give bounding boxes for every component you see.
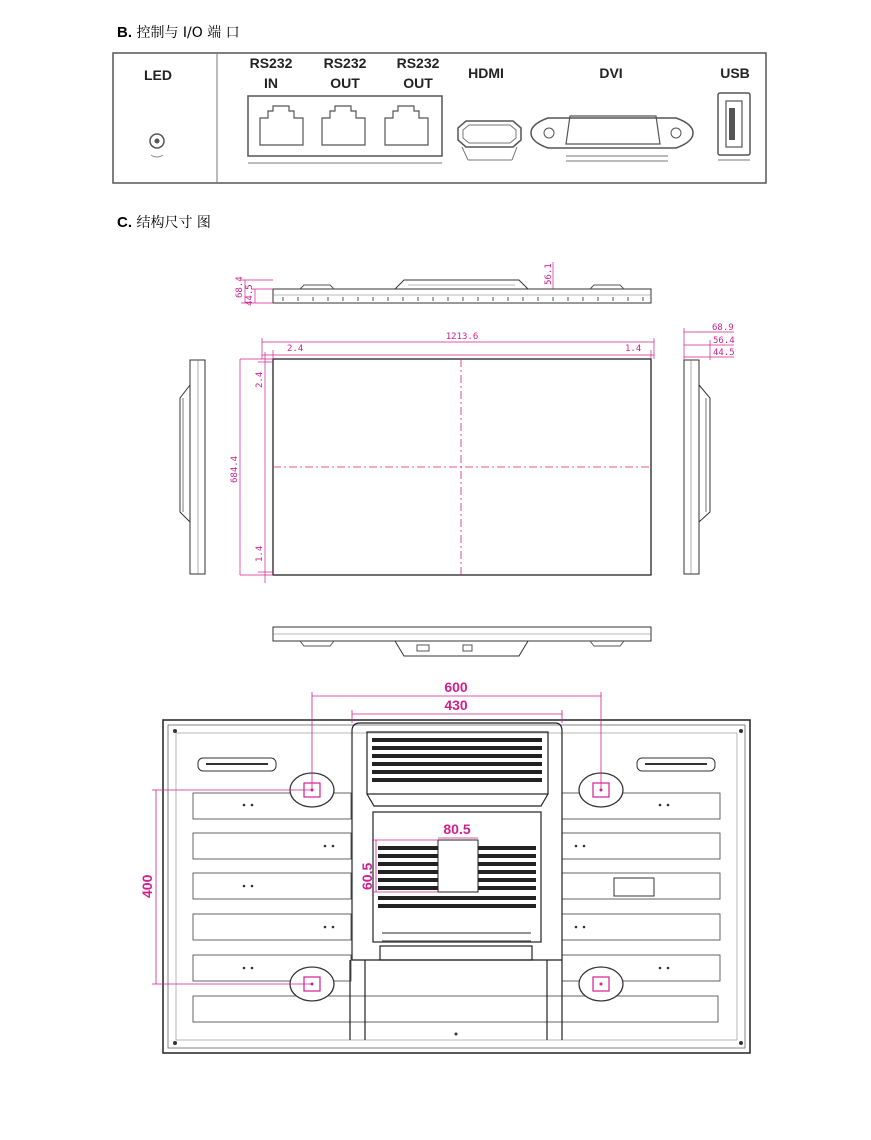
- dim-bottom-bezel: 1.4: [255, 545, 265, 562]
- section-b-title: 控制与 I/O 端 口: [136, 25, 240, 41]
- dvi-label: DVI: [599, 65, 623, 81]
- rs232-out2-sublabel: OUT: [403, 75, 433, 91]
- rs232-out1-sublabel: OUT: [330, 75, 360, 91]
- usb-port-icon: [718, 93, 750, 160]
- dim-left-bezel: 2.4: [287, 344, 304, 354]
- dim-right-bezel: 1.4: [625, 344, 642, 354]
- dim-vesa-width-1: 600: [444, 679, 468, 695]
- dim-width: 1213.6: [445, 332, 479, 342]
- section-b-letter: B.: [117, 24, 132, 41]
- led-label: LED: [144, 67, 172, 83]
- dim-vesa-height: 400: [139, 874, 155, 898]
- dim-top-depth-1: 68.4: [235, 276, 245, 298]
- section-c-letter: C.: [117, 214, 132, 231]
- left-side-view: [180, 360, 205, 574]
- dim-side-1: 68.9: [712, 323, 734, 333]
- right-side-view: [684, 328, 734, 574]
- rj45-port-in-icon: [260, 106, 303, 145]
- top-view: [235, 262, 651, 306]
- rs232-out1-label: RS232: [323, 55, 367, 71]
- rs232-in-label: RS232: [249, 55, 293, 71]
- dim-side-3: 44.5: [713, 348, 735, 358]
- rs232-in-sublabel: IN: [264, 75, 278, 91]
- usb-label: USB: [720, 65, 750, 81]
- rear-view: [139, 679, 750, 1053]
- led-icon: [150, 134, 164, 157]
- dim-top-bezel: 2.4: [255, 371, 265, 388]
- dim-vesa-width-2: 430: [444, 697, 468, 713]
- rs232-out2-label: RS232: [396, 55, 440, 71]
- dvi-port-icon: [531, 116, 693, 161]
- right-handle-icon: [637, 758, 715, 771]
- dim-top-depth-3: 56.1: [544, 263, 554, 285]
- rj45-port-out1-icon: [322, 106, 365, 145]
- io-panel: [113, 53, 766, 183]
- rj45-port-out2-icon: [385, 106, 428, 145]
- left-handle-icon: [198, 758, 276, 771]
- section-c-title: 结构尺寸 图: [136, 215, 211, 231]
- dim-box-width: 80.5: [443, 821, 471, 837]
- dim-side-2: 56.4: [713, 336, 735, 346]
- rs232-port-block: [248, 96, 442, 163]
- front-view: [230, 332, 654, 583]
- dim-top-depth-2: 44.5: [245, 284, 255, 306]
- dim-box-height: 60.5: [359, 862, 375, 890]
- hdmi-port-icon: [458, 121, 521, 160]
- bottom-view: [273, 627, 651, 656]
- dim-height: 684.4: [230, 455, 240, 483]
- vesa-mount-bottom-right-icon: [579, 967, 623, 1001]
- hdmi-label: HDMI: [468, 65, 504, 81]
